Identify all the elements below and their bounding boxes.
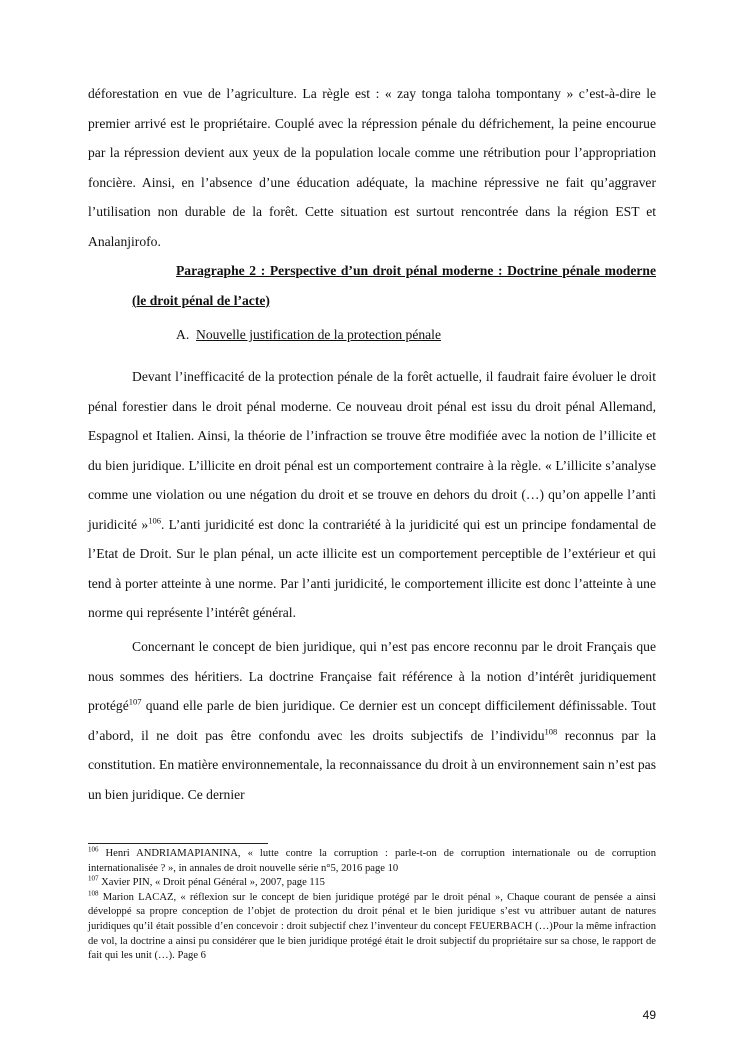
page-number: 49 (642, 1008, 656, 1022)
footnote-number: 107 (88, 874, 99, 883)
subsection-heading (176, 320, 441, 350)
footnote-divider (88, 843, 268, 844)
paragraph-illicite (88, 362, 656, 628)
footnote-text: Marion LACAZ, « réflexion sur le concept de bien juridique protégé par le droit pénal », Chaque courant de pensée a ainsi développé sa propre conception de l’objet de protection du droit pénal et le bien juridique s’est vu attribuer autant de natures juridiques qu’il était possible d’en concevoir : droit subjectif chez l’inventeur du concept FEUERBACH (…)Pour la même infraction de vol, la doctrine a ainsi pu considérer que le bien juridique protégé était le droit subjectif du propriétaire sur sa chose, le rapport de fait qui les unit (…). Page 6 (88, 891, 656, 962)
paragraph-text: déforestation en vue de l’agriculture. La règle est : « zay tonga taloha tompontany » c’est-à-dire le premier arrivé est le propriétaire. Couplé avec la répression pénale du défrichement, la peine encourue par la répression devient aux yeux de la population locale comme une rétribution pour l’appropriation foncière. Ainsi, en l’absence d’une éducation adéquate, la machine répressive ne fait qu’aggraver l’utilisation non durable de la forêt. Cette situation est surtout rencontrée dans la région EST et Analanjirofo. (88, 86, 656, 249)
text-run: Devant l’inefficacité de la protection pénale de la forêt actuelle, il faudrait faire évoluer le droit pénal forestier dans le droit pénal moderne. Ce nouveau droit pénal est issu du droit pénal Allemand, Espagnol et Italien. Ainsi, la théorie de l’infraction se trouve être modifiée avec la notion de l’illicite et du bien juridique. L’illicite en droit pénal est un comportement contraire à la règle. « L’illicite s’analyse comme une violation ou une négation du droit et se trouve en dehors du droit (…) qu’on appelle l’anti juridicité » (88, 369, 656, 532)
footnote-106 (88, 847, 656, 876)
paragraph-text (88, 362, 656, 628)
footnote-number: 108 (88, 889, 99, 898)
subsection-label: A. (176, 327, 190, 342)
footnote-number: 106 (88, 845, 99, 854)
footnote-ref-108: 108 (544, 725, 558, 736)
section-heading (132, 256, 656, 315)
footnote-107 (88, 876, 656, 891)
paragraph-text (88, 632, 656, 809)
text-run: reconnus par la constitution. En matière environnementale, la reconnaissance du droit à un environnement sain n’est pas un bien juridique. Ce dernier (88, 727, 656, 802)
footnotes (88, 847, 656, 964)
footnote-ref-106: 106 (148, 514, 161, 525)
footnote-text: Xavier PIN, « Droit pénal Général », 2007, page 115 (98, 877, 325, 889)
footnote-ref-107: 107 (128, 696, 142, 707)
heading-text: Paragraphe 2 : Perspective d’un droit pénal moderne : Doctrine pénale moderne (le droit pénal de l’acte) (132, 263, 656, 308)
text-run: . L’anti juridicité est donc la contrariété à la juridicité qui est un principe fondamental de l’Etat de Droit. Sur le plan pénal, un acte illicite est un comportement perceptible de l’extérieur et qui tend à porter atteinte à une norme. Par l’anti juridicité, le comportement illicite est donc l’atteinte à une norme qui représente l’intérêt général. (88, 516, 656, 620)
subsection-title: Nouvelle justification de la protection pénale (196, 327, 441, 342)
text-run: quand elle parle de bien juridique. Ce dernier est un concept difficilement définissable. Tout d’abord, il ne doit pas être confondu avec les droits subjectifs de l’individu (88, 698, 656, 743)
paragraph-deforestation (88, 79, 656, 256)
text-run: Concernant le concept de bien juridique, qui n’est pas encore reconnu par le droit Français que nous sommes des héritiers. La doctrine Française fait référence à la notion d’intérêt juridiquement protégé (88, 639, 656, 713)
paragraph-bien-juridique (88, 632, 656, 809)
footnote-text: Henri ANDRIAMAPIANINA, « lutte contre la corruption : parle-t-on de corruption internationale ou de corruption internationalisée ? », in annales de droit nouvelle série n°5, 2016 page 10 (88, 848, 656, 874)
footnote-108 (88, 891, 656, 964)
